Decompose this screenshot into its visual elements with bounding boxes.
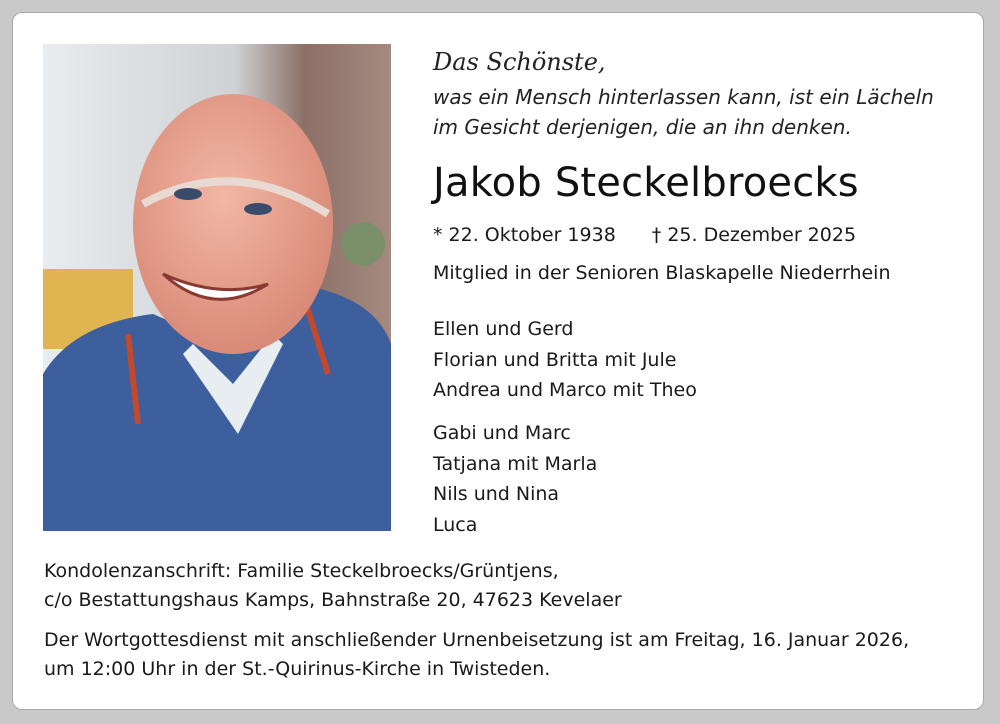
- service-line: um 12:00 Uhr in der St.-Quirinus-Kirche in Twisteden.: [44, 658, 551, 680]
- service-line: Der Wortgottesdienst mit anschließender Urnenbeisetzung ist am Freitag, 16. Januar 2026,: [44, 629, 910, 651]
- birth-date: * 22. Oktober 1938: [433, 224, 616, 246]
- condolence-line: c/o Bestattungshaus Kamps, Bahnstraße 20, 47623 Kevelaer: [44, 589, 622, 611]
- family-group-1: [433, 314, 697, 406]
- family-member: Tatjana mit Marla: [433, 452, 598, 475]
- family-member: Gabi und Marc: [433, 422, 571, 444]
- family-member: Ellen und Gerd: [433, 318, 574, 340]
- family-group-2: [433, 418, 597, 540]
- portrait-photo: [43, 44, 391, 531]
- family-member: Andrea und Marco mit Theo: [433, 379, 697, 401]
- quote-heading: Das Schönste,: [433, 48, 606, 76]
- death-date: † 25. Dezember 2025: [651, 224, 857, 246]
- quote-line: im Gesicht derjenigen, die an ihn denken.: [433, 115, 852, 139]
- life-dates: [433, 224, 856, 246]
- quote-line: was ein Mensch hinterlassen kann, ist ein Lächeln: [433, 85, 934, 109]
- family-member: Nils und Nina: [433, 483, 560, 505]
- deceased-name: Jakob Steckelbroecks: [433, 160, 859, 206]
- condolence-line: Kondolenzanschrift: Familie Steckelbroecks/Grüntjens,: [44, 560, 559, 582]
- service-info: [44, 626, 909, 684]
- membership: Mitglied in der Senioren Blaskapelle Niederrhein: [433, 262, 891, 284]
- family-member: Luca: [433, 513, 478, 536]
- family-member: Florian und Britta mit Jule: [433, 348, 677, 371]
- condolence-address: [44, 557, 622, 615]
